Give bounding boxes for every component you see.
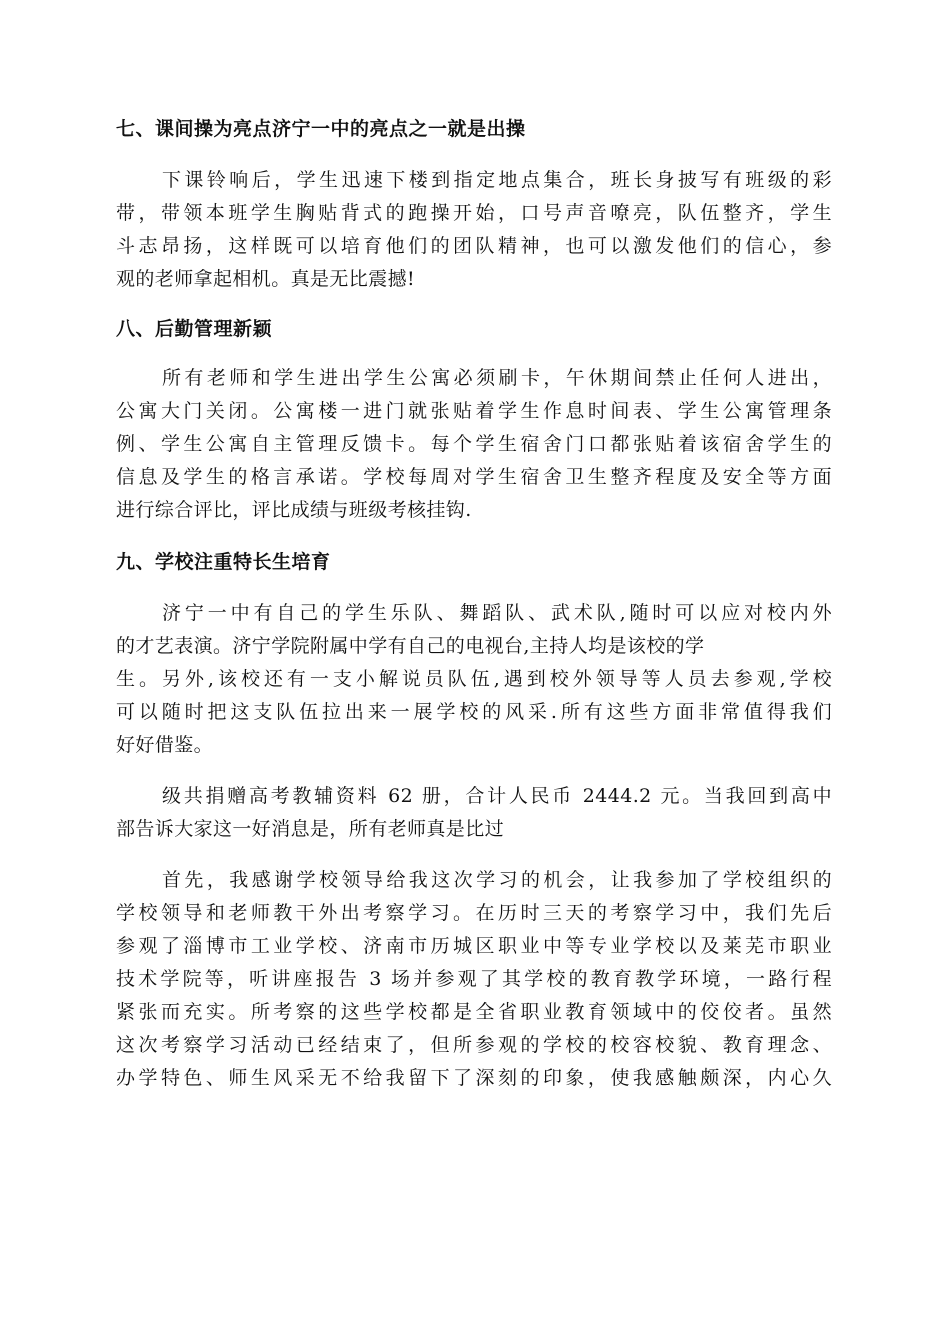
paragraph-line: 斗志昂扬，这样既可以培育他们的团队精神，也可以激发他们的信心，参 — [116, 235, 832, 257]
paragraph-line: 办学特色、师生风采无不给我留下了深刻的印象，使我感触颇深，内心久 — [116, 1067, 832, 1089]
paragraph-line: 公寓大门关闭。公寓楼一进门就张贴着学生作息时间表、学生公寓管理条 — [116, 400, 832, 422]
paragraph-line: 技术学院等，听讲座报告 3 场并参观了其学校的教育教学环境，一路行程 — [116, 968, 832, 990]
section-heading-8: 八、后勤管理新颖 — [116, 318, 273, 340]
paragraph-line: 信息及学生的格言承诺。学校每周对学生宿舍卫生整齐程度及安全等方面 — [116, 466, 832, 488]
paragraph-line: 学校领导和老师教干外出考察学习。在历时三天的考察学习中，我们先后 — [116, 902, 832, 924]
paragraph-11 — [116, 864, 832, 1095]
paragraph-line: 参观了淄博市工业学校、济南市历城区职业中等专业学校以及莱芜市职业 — [116, 935, 832, 957]
paragraph-line: 进行综合评比，评比成绩与班级考核挂钩. — [116, 499, 472, 521]
paragraph-10 — [116, 780, 832, 846]
paragraph-line: 观的老师拿起相机。真是无比震撼! — [116, 268, 416, 290]
document-page — [116, 112, 832, 1095]
paragraph-line: 可以随时把这支队伍拉出来一展学校的风采.所有这些方面非常值得我们 — [116, 701, 832, 723]
paragraph-line: 的才艺表演。济宁学院附属中学有自己的电视台,主持人均是该校的学 — [116, 635, 705, 657]
section-heading-7: 七、课间操为亮点济宁一中的亮点之一就是出操 — [116, 118, 526, 140]
paragraph-line: 部告诉大家这一好消息是，所有老师真是比过 — [116, 818, 505, 840]
paragraph-7 — [116, 164, 832, 296]
paragraph-line: 紧张而充实。所考察的这些学校都是全省职业教育领域中的佼佼者。虽然 — [116, 1001, 832, 1023]
paragraph-line: 生。另外,该校还有一支小解说员队伍,遇到校外领导等人员去参观,学校 — [116, 668, 832, 690]
paragraph-line: 所有老师和学生进出学生公寓必须刷卡，午休期间禁止任何人进出， — [162, 367, 832, 389]
paragraph-line: 级共捐赠高考教辅资料 62 册，合计人民币 2444.2 元。当我回到高中 — [162, 785, 832, 807]
paragraph-line: 首先，我感谢学校领导给我这次学习的机会，让我参加了学校组织的 — [162, 869, 832, 891]
paragraph-line: 济宁一中有自己的学生乐队、舞蹈队、武术队,随时可以应对校内外 — [162, 602, 832, 624]
paragraph-9 — [116, 597, 832, 762]
paragraph-line: 下课铃响后，学生迅速下楼到指定地点集合，班长身披写有班级的彩 — [162, 169, 832, 191]
paragraph-line: 例、学生公寓自主管理反馈卡。每个学生宿舍门口都张贴着该宿舍学生的 — [116, 433, 832, 455]
paragraph-line: 这次考察学习活动已经结束了，但所参观的学校的校容校貌、教育理念、 — [116, 1034, 832, 1056]
section-heading-9: 九、学校注重特长生培育 — [116, 551, 331, 573]
paragraph-line: 好好借鉴。 — [116, 734, 214, 756]
paragraph-8 — [116, 362, 832, 527]
paragraph-line: 带，带领本班学生胸贴背式的跑操开始，口号声音嘹亮，队伍整齐，学生 — [116, 202, 832, 224]
